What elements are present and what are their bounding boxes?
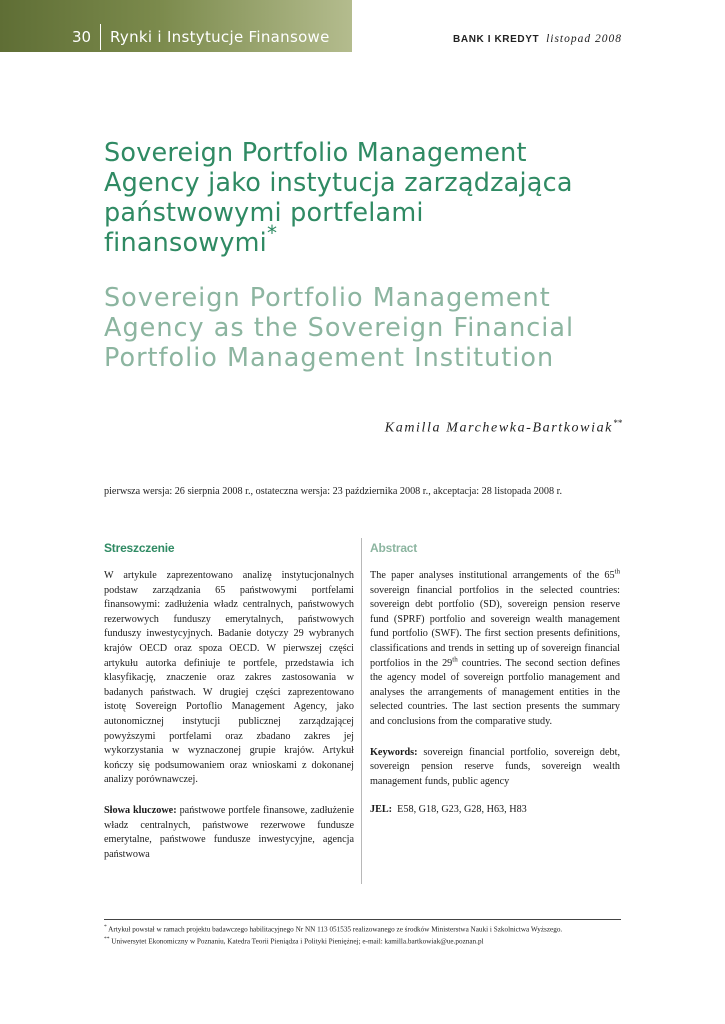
submission-dates: pierwsza wersja: 26 sierpnia 2008 r., ostateczna wersja: 23 października 2008 r., akceptacja: 28 listopada 2008 r. [104, 486, 562, 497]
keywords-en-text: sovereign financial portfolio, sovereign debt, sovereign pension reserve funds, sovereign wealth management funds, public agency [370, 746, 621, 787]
journal-section-title: Rynki i Instytucje Finansowe [110, 28, 330, 46]
author-name: Kamilla Marchewka-Bartkowiak [384, 420, 613, 436]
abstract-heading: Abstract [370, 541, 418, 555]
footnote-1-marker: * [104, 924, 107, 930]
jel-codes [370, 803, 620, 818]
abstract-sup-2: th [452, 655, 458, 664]
title-footnote-marker: * [266, 221, 278, 245]
keywords-en [370, 746, 620, 790]
journal-name: BANK I KREDYT [453, 34, 540, 45]
title-en-line-2: Agency as the Sovereign Financial [104, 313, 575, 343]
streszczenie-body: W artykule zaprezentowano analizę instytucjonalnych podstaw zarządzania 65 państwowymi portfelami finansowymi: zadłużenia władz centralnych, państwowych rezerwowych funduszy emerytalnych, państwowych funduszy inwestycyjnych. Badanie dotyczy 29 wybranych krajów OECD oraz spoza OECD. W pierwszej części artykułu autorka definiuje te portfele, przedstawia ich klasyfikację, znaczenie oraz zakres zastosowania w badanych państwach. W drugiej części zaprezentowano istotę Sovereign Portoflio Management Agency, jako autonomicznej instytucji publicznej zarządzającej powyższymi portfelami oraz zbadano zakres jej wykorzystania w wyznaczonej grupie krajów. Artykuł kończy się podsumowaniem oraz wnioskami z dokonanej analizy porównawczej. [104, 570, 354, 786]
title-en-line-3: Portfolio Management Institution [104, 343, 555, 373]
footnote-1-text: Artykuł powstał w ramach projektu badawczego habilitacyjnego Nr NN 113 051535 realizowanego ze środków Ministerstwa Nauki i Szkolnictwa Wyższego. [108, 925, 563, 934]
streszczenie-heading: Streszczenie [104, 541, 175, 555]
issue-date: listopad 2008 [546, 33, 622, 45]
footnote-2 [104, 936, 484, 945]
keywords-pl-label: Słowa kluczowe: [104, 804, 177, 816]
title-pl-line-3: państwowymi portfelami [104, 198, 424, 228]
article-title-polish [104, 138, 624, 258]
abstract-body-part-1: The paper analyses institutional arrangements of the 65 [370, 570, 615, 581]
streszczenie-column [104, 541, 354, 862]
header-divider [100, 24, 101, 50]
keywords-pl-text: państwowe portfele finansowe, zadłużenie władz centralnych, państwowe rezerwowe fundusze emerytalne, państwowe fundusze inwestycyjne, agencja państwowa [104, 804, 354, 860]
title-pl-line-4: finansowymi [104, 228, 267, 258]
title-pl-line-2: Agency jako instytucja zarządzająca [104, 168, 573, 198]
title-en-line-1: Sovereign Portfolio Management [104, 283, 551, 313]
column-divider [361, 538, 362, 884]
jel-label: JEL: [370, 804, 393, 816]
footnote-2-marker: ** [104, 936, 110, 942]
journal-info [453, 33, 622, 45]
keywords-pl [104, 804, 354, 862]
abstract-column [370, 541, 620, 818]
footnote-1 [104, 924, 562, 933]
page-number: 30 [72, 28, 92, 46]
article-title-english [104, 283, 624, 373]
abstract-body-part-3: countries. The second section defines the agency model of sovereign portfolio management and analyses the arrangements of management entities in the selected countries. The last section presents the summary and conclusions from the comparative study. [370, 657, 620, 727]
footnote-2-text: Uniwersytet Ekonomiczny w Poznaniu, Katedra Teorii Pieniądza i Polityki Pieniężnej; e-mail: kamilla.bartkowiak@ue.poznan.pl [111, 937, 484, 946]
abstract-body [370, 569, 620, 730]
author-footnote-marker: ** [613, 418, 622, 428]
keywords-en-label: Keywords: [370, 746, 418, 758]
abstract-body-part-2: sovereign financial portfolios in the selected countries: sovereign debt portfolio (SD), sovereign pension reserve fund (SPRF) portfolio and sovereign wealth management fund portfolio (SWF). The first section presents definitions, classifications and trends in setting up of sovereign financial portfolios in the 29 [370, 584, 620, 669]
abstract-sup-1: th [614, 567, 620, 576]
author [385, 418, 622, 437]
jel-text: E58, G18, G23, G28, H63, H83 [397, 804, 527, 816]
title-pl-line-1: Sovereign Portfolio Management [104, 138, 527, 168]
footnote-rule [104, 919, 621, 920]
